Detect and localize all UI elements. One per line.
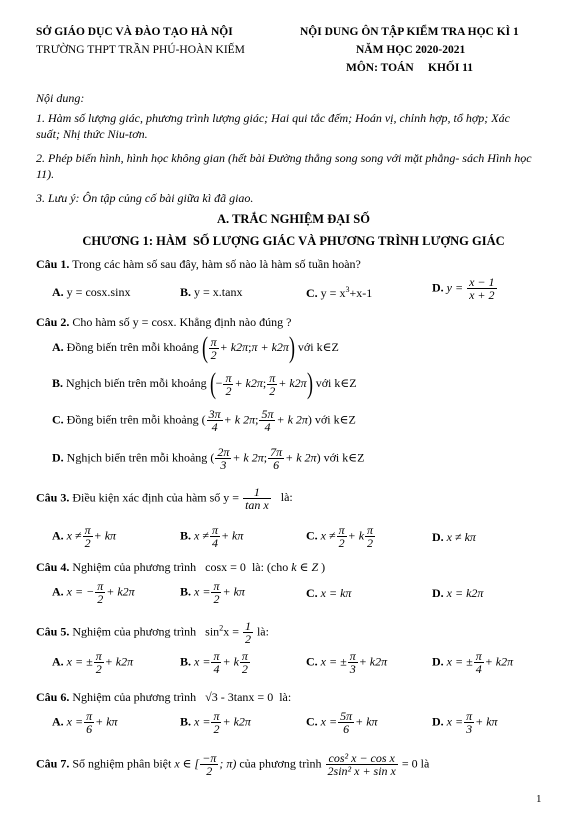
q1-option-d: D. y = $\frac{x - 1}{x + 2}$ bbox=[432, 275, 495, 302]
q5-option-d: D. x = ± $\frac{\pi}{4}$ + k2π bbox=[432, 649, 514, 676]
q4-option-d: D. x = k2π bbox=[432, 586, 484, 600]
q5-option-c: C. x = ± $\frac{\pi}{3}$ + k2π bbox=[306, 649, 388, 676]
header-school: TRƯỜNG THPT TRẦN PHÚ-HOÀN KIẾM bbox=[36, 44, 245, 56]
q6-option-a: A. x = $\frac{\pi}{6}$ + kπ bbox=[52, 709, 118, 736]
q6-option-c: C. x = $\frac{5\pi}{6}$ + kπ bbox=[306, 709, 378, 736]
question-7: Câu 7. Số nghiệm phân biệt x ∈ [ $\frac{-\pi}{2}$ ; π) của phương trình $\frac{\text{cos² x − cos x}}{\text{2sin² x + sin x}}$ = 0 là bbox=[36, 751, 430, 778]
q5-option-a: A. x = ± $\frac{\pi}{2}$ + k2π bbox=[52, 649, 134, 676]
q2-option-a: A. Đồng biến trên mỗi khoảng ( $\frac{\pi}{2}$ + k2π;π + k2π) với k∈Z bbox=[52, 331, 339, 364]
page-number: 1 bbox=[536, 793, 542, 805]
q1-option-a: A. y = cosx.sinx bbox=[52, 285, 131, 299]
question-3: Câu 3. Điều kiện xác định của hàm số y = $\frac{1}{\text{tan x}}$ là: bbox=[36, 485, 293, 512]
q4-option-b: B. x = $\frac{\pi}{2}$ + kπ bbox=[180, 579, 245, 606]
q4-option-c: C. x = kπ bbox=[306, 586, 352, 600]
q4-option-a: A. x = − $\frac{\pi}{2}$ + k2π bbox=[52, 579, 135, 606]
header-department: SỞ GIÁO DỤC VÀ ĐÀO TẠO HÀ NỘI bbox=[36, 26, 233, 38]
q1-option-b: B. y = x.tanx bbox=[180, 285, 243, 299]
header-subject: MÔN: TOÁN KHỐI 11 bbox=[346, 62, 474, 74]
q5-option-b: B. x = $\frac{\pi}{4}$ + k $\frac{\pi}{2}$ bbox=[180, 649, 248, 676]
question-6: Câu 6. Nghiệm của phương trình √3 - 3tanx = 0 là: bbox=[36, 690, 292, 704]
question-text: Trong các hàm số sau đây, hàm số nào là hàm số tuần hoàn? bbox=[72, 257, 361, 271]
question-5: Câu 5. Nghiệm của phương trình $\sin^2x$ = $\frac{1}{2}$ là: bbox=[36, 619, 269, 646]
q3-option-a: A. x ≠ $\frac{\pi}{2}$ + kπ bbox=[52, 523, 117, 550]
intro-label: Nội dung: bbox=[36, 91, 85, 105]
q3-option-b: B. x ≠ $\frac{\pi}{4}$ + kπ bbox=[180, 523, 244, 550]
q2-option-c: C. Đồng biến trên mỗi khoảng ( $\frac{3\pi}{4}$ + k 2π; $\frac{5\pi}{4}$ + k 2π) với k∈Z bbox=[52, 407, 356, 434]
intro-item-1: 1. Hàm số lượng giác, phương trình lượng giác; Hai qui tắc đếm; Hoán vị, chỉnh hợp, tổ hợp; Xác suất; Nhị thức Niu-tơn. bbox=[36, 111, 510, 141]
q3-option-d: D. x ≠ kπ bbox=[432, 530, 476, 544]
q3-option-c: C. x ≠ $\frac{\pi}{2}$ + k $\frac{\pi}{2}$ bbox=[306, 523, 374, 550]
section-title: A. TRẮC NGHIỆM ĐẠI SỐ bbox=[217, 212, 370, 226]
intro-item-3: 3. Lưu ý: Ôn tập củng cố bài giữa kì đã giao. bbox=[36, 191, 254, 205]
question-2: Câu 2. Cho hàm số y = cosx. Khẳng định nào đúng ? bbox=[36, 315, 292, 329]
q1-option-c: C. $y = x^3+x-1$ bbox=[306, 285, 373, 300]
header-year: NĂM HỌC 2020-2021 bbox=[356, 44, 466, 56]
intro-item-2: 2. Phép biến hình, hình học không gian (hết bài Đường thẳng song song với mặt phẳng- sách Hình học 11). bbox=[36, 151, 532, 181]
header-title: NỘI DUNG ÔN TẬP KIỂM TRA HỌC KÌ 1 bbox=[300, 26, 519, 38]
q6-option-b: B. x = $\frac{\pi}{2}$ + k2π bbox=[180, 709, 251, 736]
q2-option-d: D. Nghịch biến trên mỗi khoảng ( $\frac{2\pi}{3}$ + k 2π; $\frac{7\pi}{6}$ + k 2π) với k∈Z bbox=[52, 445, 365, 472]
question-4: Câu 4. Nghiệm của phương trình cosx = 0 là: (cho k ∈ Z ) bbox=[36, 560, 326, 574]
q2-option-b: B. Nghịch biến trên mỗi khoảng (− $\frac{\pi}{2}$ + k2π; $\frac{\pi}{2}$ + k2π) với k∈Z bbox=[52, 367, 357, 400]
chapter-title: CHƯƠNG 1: HÀM SỐ LƯỢNG GIÁC VÀ PHƯƠNG TRÌNH LƯỢNG GIÁC bbox=[82, 234, 505, 248]
question-1 bbox=[36, 257, 361, 272]
question-label: Câu 1. bbox=[36, 257, 70, 271]
q6-option-d: D. x = $\frac{\pi}{3}$ + kπ bbox=[432, 709, 498, 736]
